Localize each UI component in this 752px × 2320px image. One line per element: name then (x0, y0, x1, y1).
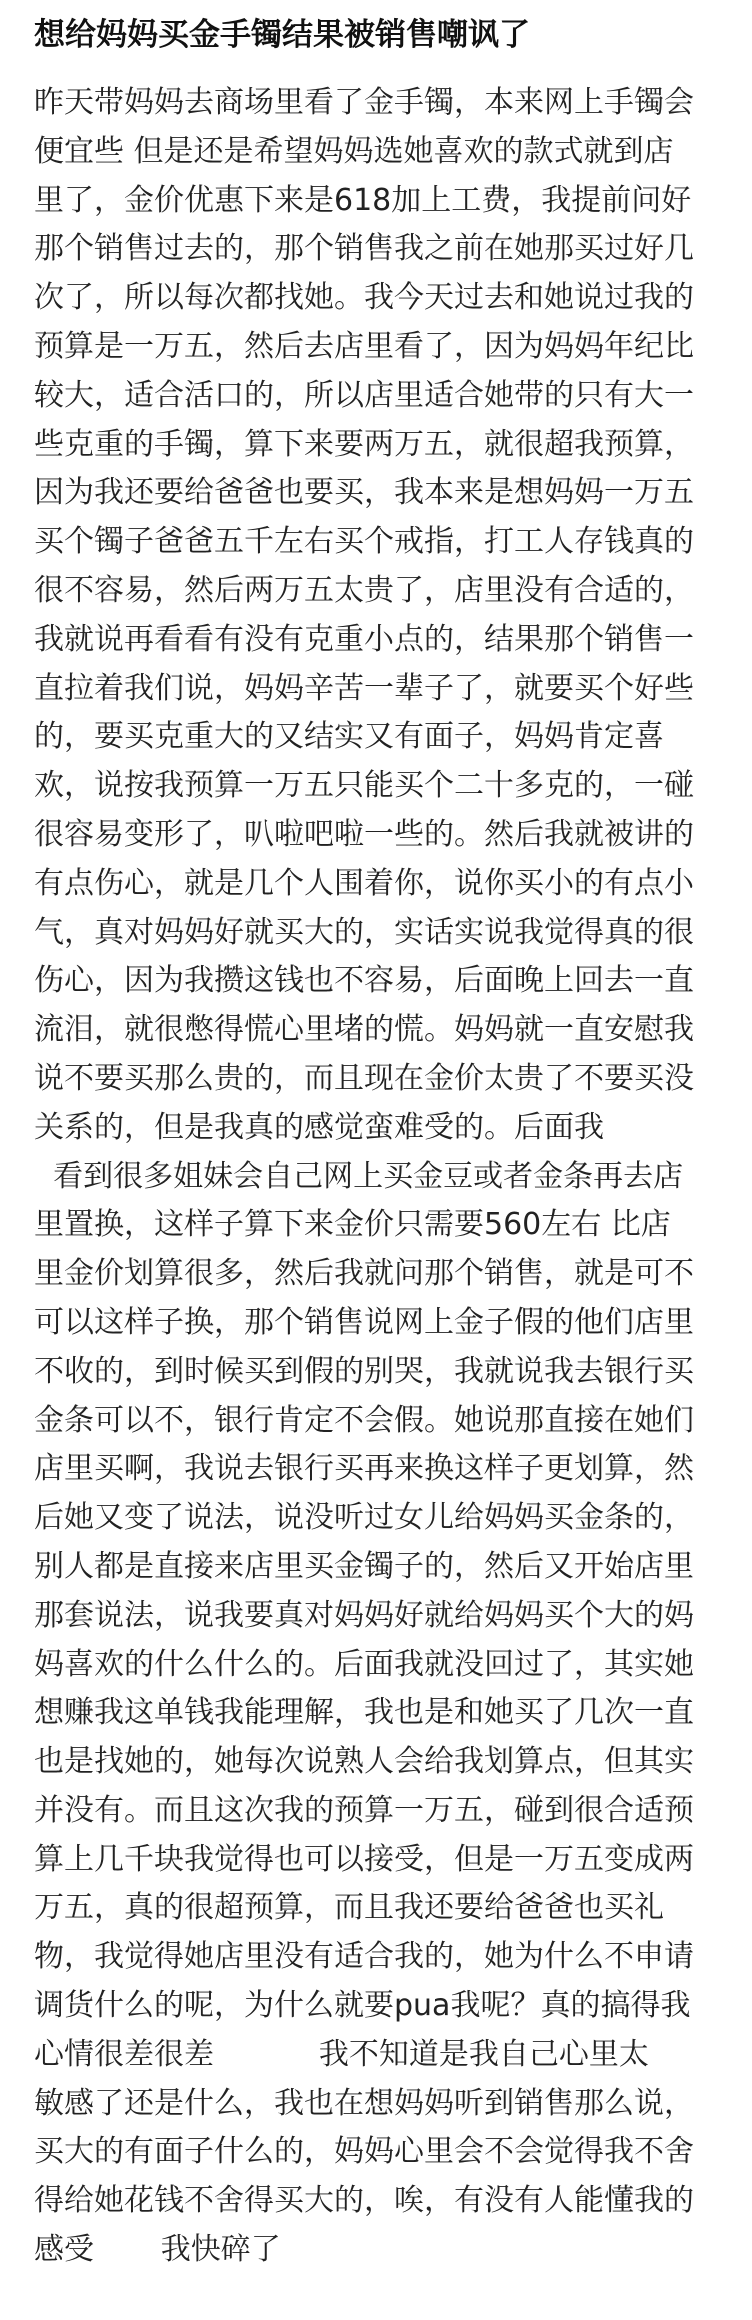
post-line: 关系的，但是我真的感觉蛮难受的。后面我 (34, 1109, 604, 1145)
post-line: 敏感了还是什么，我也在想妈妈听到销售那么说， (34, 2085, 694, 2121)
post-line: 买大的有面子什么的，妈妈心里会不会觉得我不舍 (34, 2134, 694, 2170)
post-line: 算上几千块我觉得也可以接受，但是一万五变成两 (34, 1841, 694, 1877)
post-line: 物，我觉得她店里没有适合我的，她为什么不申请 (34, 1939, 694, 1975)
post-line: 里置换，这样子算下来金价只需要560左右 比店 (34, 1207, 671, 1243)
post-line: 我就说再看看有没有克重小点的，结果那个销售一 (34, 621, 694, 657)
post-line: 很不容易，然后两万五太贵了，店里没有合适的， (34, 572, 694, 608)
post-line: 里金价划算很多，然后我就问那个销售，就是可不 (34, 1256, 694, 1292)
post-line: 得给她花钱不舍得买大的，唉，有没有人能懂我的 (34, 2183, 694, 2219)
post-title: 想给妈妈买金手镯结果被销售嘲讽了 (34, 17, 530, 53)
post-line: 气，真对妈妈好就买大的，实话实说我觉得真的很 (34, 914, 694, 950)
post-line: 心情很差很差 我不知道是我自己心里太 (34, 2036, 649, 2072)
post-line: 便宜些 但是还是希望妈妈选她喜欢的款式就到店 (34, 133, 674, 169)
post-line: 的，要买克重大的又结实又有面子，妈妈肯定喜 (34, 719, 664, 755)
post-line: 看到很多姐妹会自己网上买金豆或者金条再去店 (34, 1158, 684, 1194)
post-line: 次了，所以每次都找她。我今天过去和她说过我的 (34, 280, 694, 316)
post-line: 欢，说按我预算一万五只能买个二十多克的，一碰 (34, 768, 694, 804)
post-line: 那个销售过去的，那个销售我之前在她那买过好几 (34, 231, 694, 267)
post-line: 因为我还要给爸爸也要买，我本来是想妈妈一万五 (34, 475, 694, 511)
post-line: 金条可以不，银行肯定不会假。她说那直接在她们 (34, 1402, 694, 1438)
post-line: 些克重的手镯，算下来要两万五，就很超我预算， (34, 426, 694, 462)
post-line: 调货什么的呢，为什么就要pua我呢？真的搞得我 (34, 1988, 691, 2024)
post-line: 妈喜欢的什么什么的。后面我就没回过了，其实她 (34, 1646, 694, 1682)
post-line: 买个镯子爸爸五千左右买个戒指，打工人存钱真的 (34, 524, 694, 560)
post-line: 不收的，到时候买到假的别哭，我就说我去银行买 (34, 1353, 694, 1389)
post-line: 很容易变形了，叭啦吧啦一些的。然后我就被讲的 (34, 816, 694, 852)
post-line: 别人都是直接来店里买金镯子的，然后又开始店里 (34, 1548, 694, 1584)
post-line: 伤心，因为我攒这钱也不容易，后面晚上回去一直 (34, 963, 694, 999)
post-line: 也是找她的，她每次说熟人会给我划算点，但其实 (34, 1744, 694, 1780)
post-line: 说不要买那么贵的，而且现在金价太贵了不要买没 (34, 1060, 694, 1096)
post-line: 昨天带妈妈去商场里看了金手镯，本来网上手镯会 (34, 85, 694, 120)
post-line: 预算是一万五，然后去店里看了，因为妈妈年纪比 (34, 328, 694, 364)
post-line: 流泪，就很憋得慌心里堵的慌。妈妈就一直安慰我 (34, 1012, 694, 1048)
post-line: 较大，适合活口的，所以店里适合她带的只有大一 (34, 377, 694, 413)
post-line: 并没有。而且这次我的预算一万五，碰到很合适预 (34, 1792, 694, 1828)
post-line: 里了，金价优惠下来是618加上工费，我提前问好 (34, 182, 692, 218)
post-line: 直拉着我们说，妈妈辛苦一辈子了，就要买个好些 (34, 670, 694, 706)
post-line: 那套说法，说我要真对妈妈好就给妈妈买个大的妈 (34, 1597, 694, 1633)
post-line: 想赚我这单钱我能理解，我也是和她买了几次一直 (34, 1695, 694, 1731)
post-line: 有点伤心，就是几个人围着你，说你买小的有点小 (34, 865, 694, 901)
post-line: 万五，真的很超预算，而且我还要给爸爸也买礼 (34, 1890, 664, 1926)
post-line: 店里买啊，我说去银行买再来换这样子更划算，然 (34, 1451, 694, 1487)
post-body (34, 79, 718, 2275)
post-line: 可以这样子换，那个销售说网上金子假的他们店里 (34, 1304, 694, 1340)
post-line: 感受 我快碎了 (34, 2232, 281, 2268)
post-line: 后她又变了说法，说没听过女儿给妈妈买金条的， (34, 1500, 694, 1536)
